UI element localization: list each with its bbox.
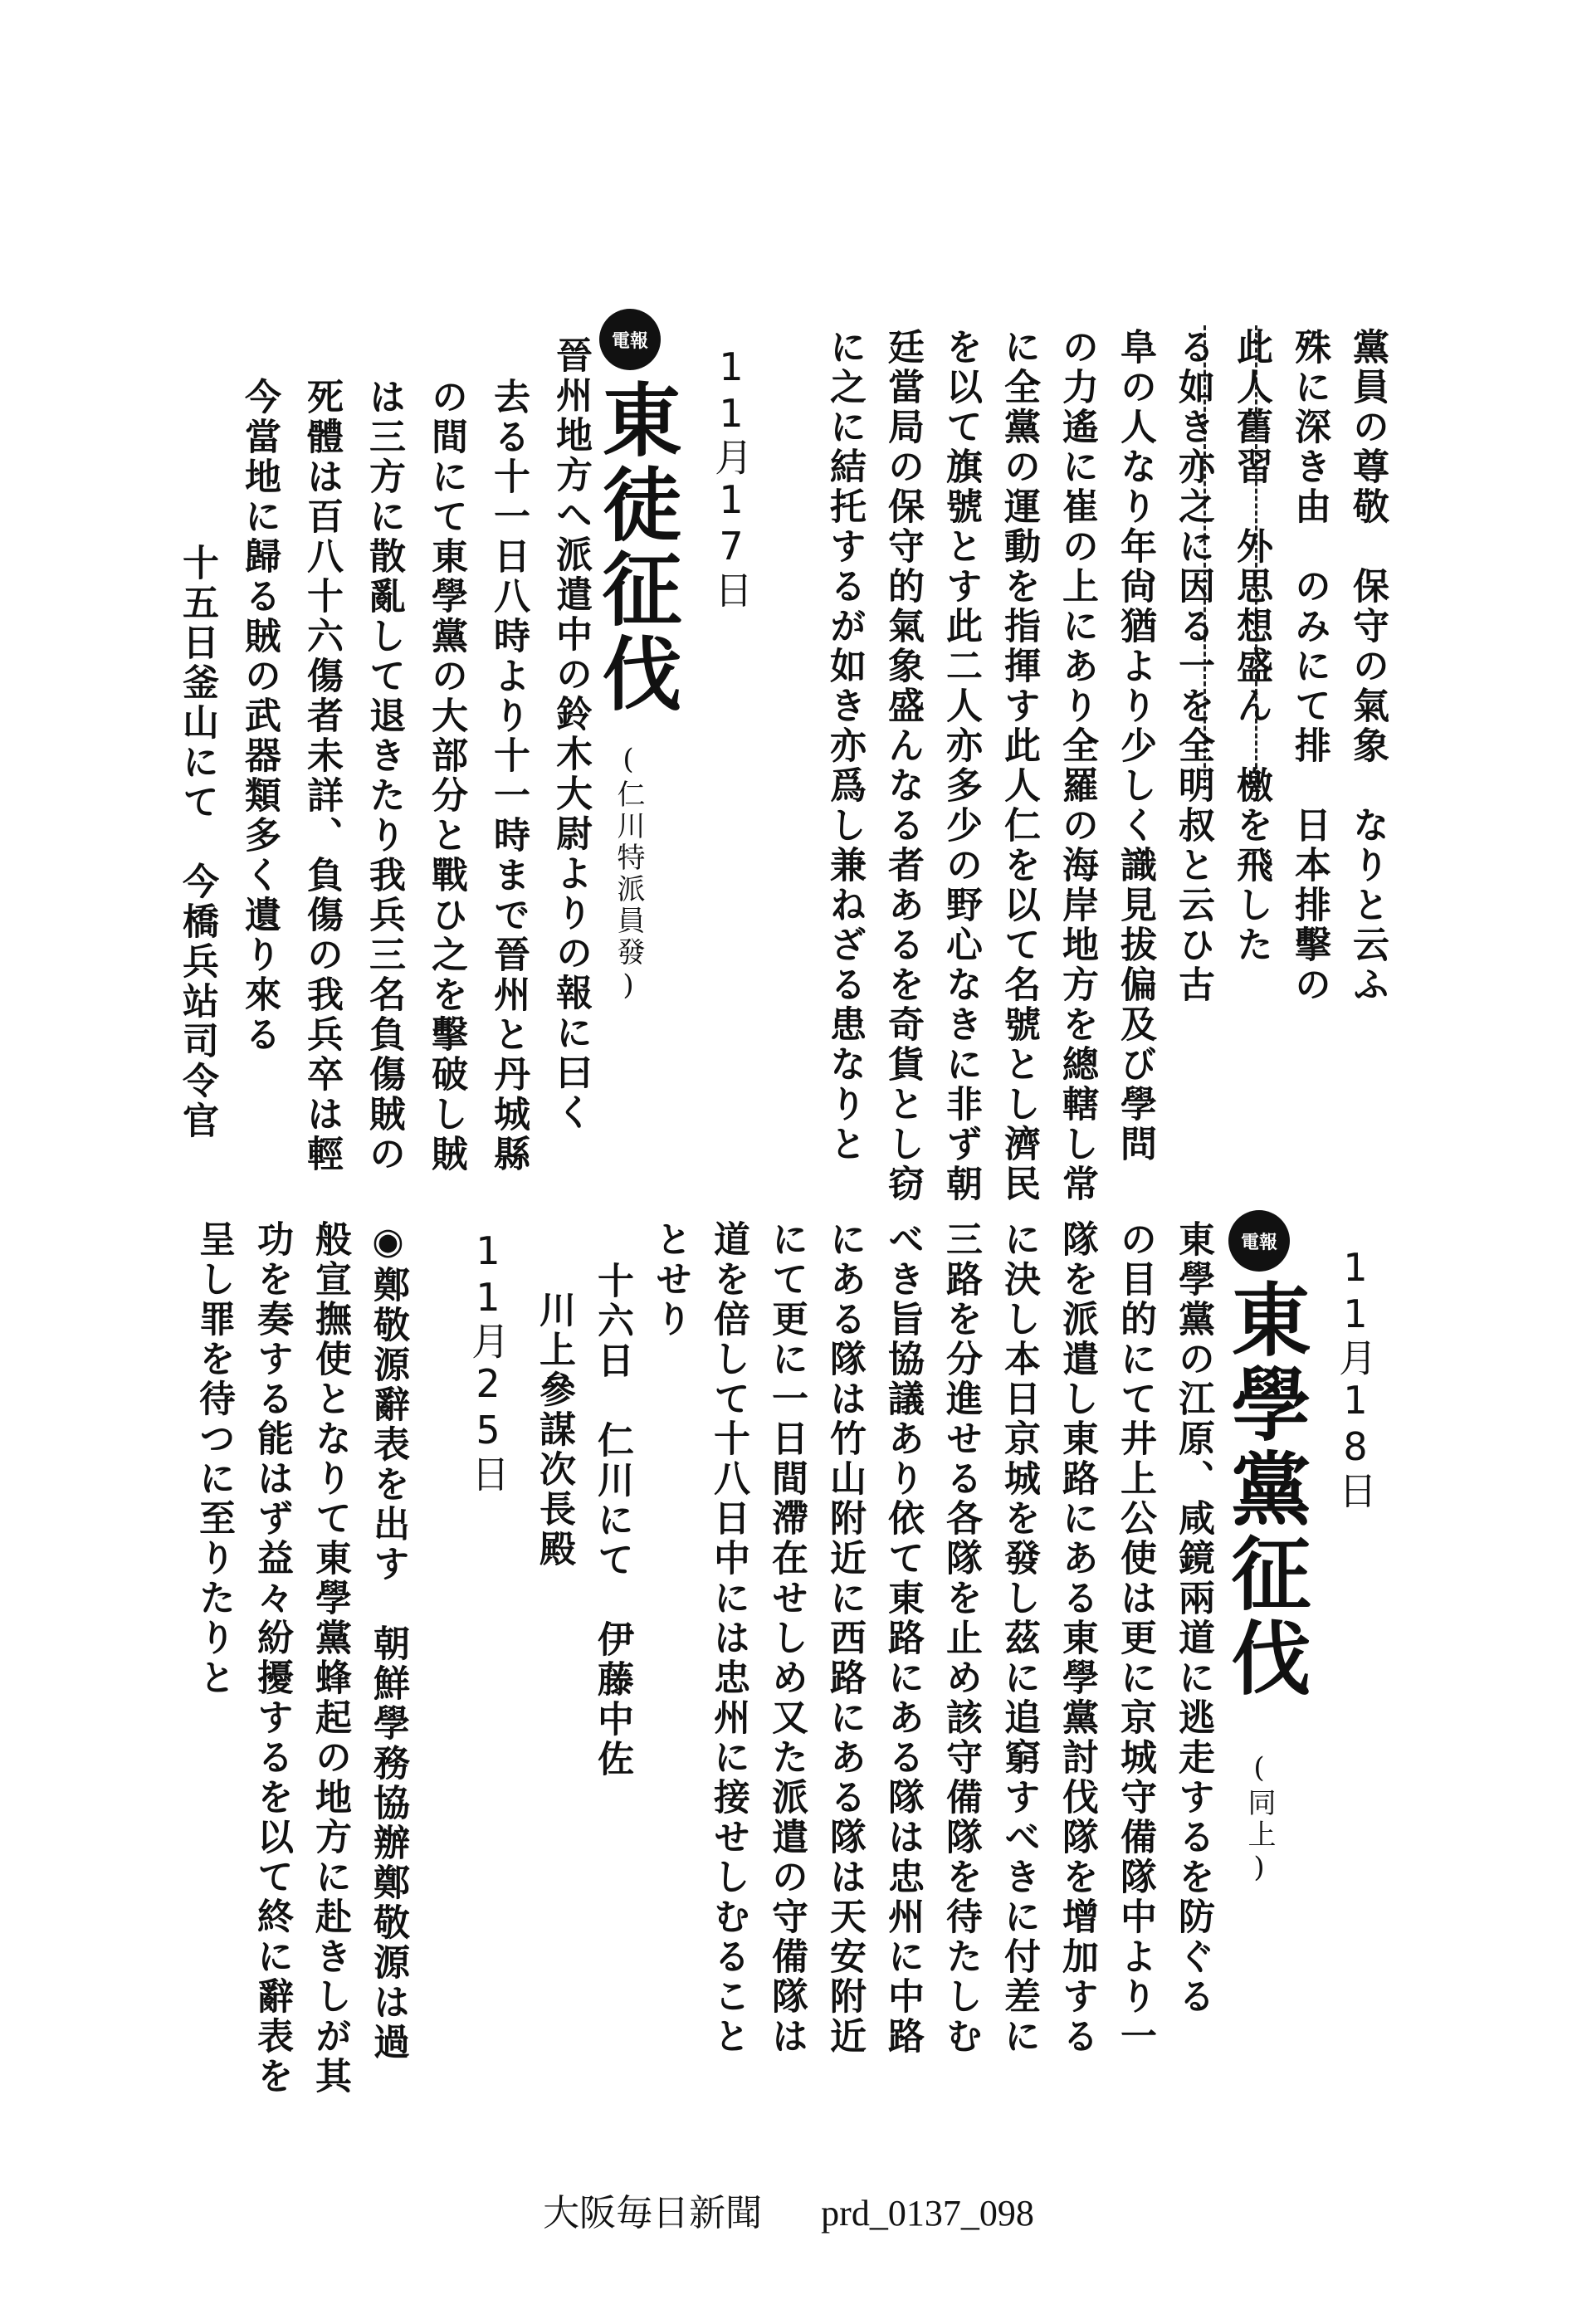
article-line: の間にて東學黨の大部分と戰ひ之を擊破し賊: [425, 378, 467, 1174]
article-line: 東學黨の江原、咸鏡兩道に逃走するを防ぐる: [1172, 1220, 1214, 2017]
article-badge-icon: 電報: [599, 309, 661, 370]
article-line: 般宣撫使となりて東學黨蜂起の地方に赴きしが其: [309, 1220, 351, 2097]
article-line: を以て旗號とす此二人亦多少の野心なきに非ず朝: [940, 328, 982, 1204]
article-line: にある隊は竹山附近に西路にある隊は天安附近: [823, 1220, 866, 2057]
article-line: 功を奏する能はず益々紛擾するを以て終に辭表を: [251, 1220, 293, 2097]
article-line: の力遙に崔の上にあり全羅の海岸地方を總轄し常: [1056, 328, 1098, 1204]
article-line: 十五日釜山にて 今橋兵站司令官: [176, 544, 218, 1141]
article-headline: 東學黨征伐: [1218, 1278, 1312, 1702]
article-line: にて更に一日間滯在せしめ又た派遣の守備隊は: [765, 1220, 808, 2057]
article-line: の目的にて井上公使は更に京城守備隊中より一: [1114, 1220, 1156, 2057]
article-dept: (仁川特派員發): [612, 743, 645, 1005]
article-line: に全黨の運動を指揮す此人仁を以て名號とし濟民: [998, 328, 1040, 1204]
article-line: 此人舊習 外思想盛ん 檄を飛した: [1230, 328, 1272, 965]
article-line: 殊に深き由 のみにて排 日本排擊の: [1288, 328, 1330, 1005]
article-line: 隊を派遣し東路にある東學黨討伐隊を增加する: [1056, 1220, 1098, 2057]
article-date: 11月17日: [709, 344, 754, 610]
article-line: に之に結托するが如き亦爲し兼ねざる患なりと: [823, 328, 866, 1164]
article-line: 今當地に歸る賊の武器類多く遺り來る: [238, 378, 281, 1055]
article-line: は三方に散亂して退きたり我兵三名負傷賊の: [363, 378, 405, 1174]
article-badge-icon: 電報: [1228, 1210, 1290, 1272]
article-line: ◉鄭敬源辭表を出す 朝鮮學務協辦鄭敬源は過: [367, 1220, 409, 2063]
article-dept: (同上): [1243, 1751, 1276, 1887]
article-headline: 東徒征伐: [589, 378, 683, 717]
article-line: 十六日 仁川にて 伊藤中佐: [591, 1262, 633, 1780]
article-line: 三路を分進せる各隊を止め該守備隊を待たしむ: [940, 1220, 982, 2057]
article-line: る如き亦之に因る一を全明叔と云ひ古: [1172, 328, 1214, 1005]
article-line: 阜の人なり年尙猶より少しく識見拔偏及び學問: [1114, 328, 1156, 1164]
article-line: 廷當局の保守的氣象盛んなる者あるを奇貨とし窃: [881, 328, 924, 1204]
article-line: 晉州地方へ派遣中の鈴木大尉よりの報に曰く: [549, 336, 592, 1133]
article-line: 黨員の尊敬 保守の氣象 なりと云ふ: [1346, 328, 1389, 1005]
article-date: 11月18日: [1333, 1245, 1378, 1511]
page-id: prd_0137_098: [821, 2193, 1034, 2234]
page-footer: [0, 2183, 1577, 2236]
article-date: 11月25日: [466, 1228, 510, 1494]
article-line: 道を倍して十八日中には忠州に接せしむること: [707, 1220, 749, 2057]
article-line: 去る十一日八時より十一時まで晉州と丹城縣: [487, 378, 530, 1174]
article-line: べき旨協議あり依て東路にある隊は忠州に中路: [881, 1220, 924, 2057]
article-line: とせり: [649, 1220, 691, 1340]
article-line: 呈し罪を待つに至りたりと: [193, 1220, 235, 1698]
article-line: 死體は百八十六傷者未詳、負傷の我兵卒は輕: [300, 378, 343, 1174]
publication-name: 大阪毎日新聞: [543, 2193, 763, 2234]
article-line: に決し本日京城を發し茲に追窮すべきに付差に: [998, 1220, 1040, 2057]
article-line: 川上參謀次長殿: [533, 1291, 575, 1570]
